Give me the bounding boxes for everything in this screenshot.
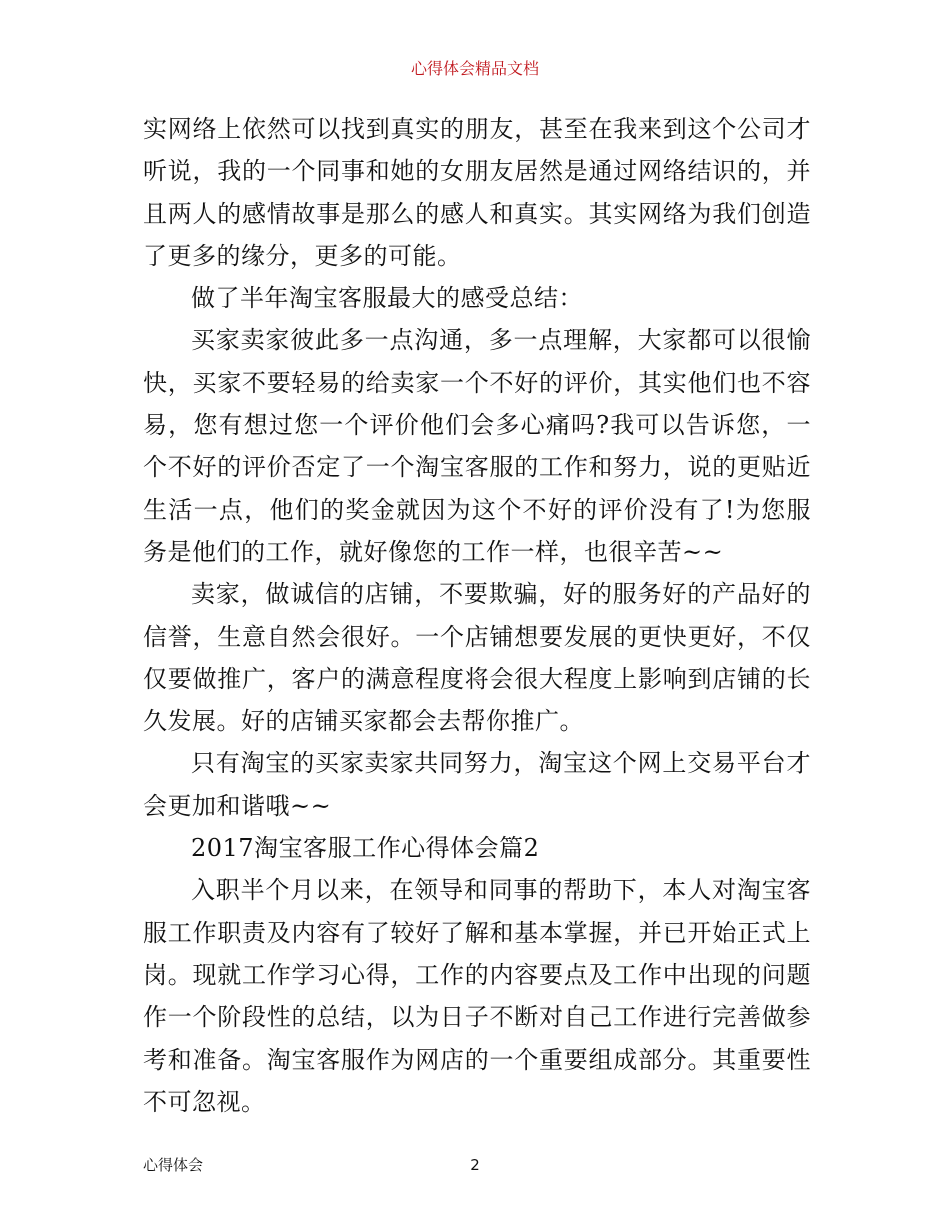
paragraph-continuation: 实网络上依然可以找到真实的朋友，甚至在我来到这个公司才听说，我的一个同事和她的女朋友居然是通过网络结识的，并且两人的感情故事是那么的感人和真实。其实网络为我们创造了更多的缘分，更多的可能。 (143, 115, 811, 270)
section-heading: 2017淘宝客服工作心得体会篇2 (191, 834, 540, 863)
paragraph-buyer-seller: 买家卖家彼此多一点沟通，多一点理解，大家都可以很愉快，买家不要轻易的给卖家一个不好的评价，其实他们也不容易，您有想过您一个评价他们会多心痛吗?我可以告诉您，一个不好的评价否定了一个淘宝客服的工作和努力，说的更贴近生活一点，他们的奖金就因为这个不好的评价没有了!为您服务是他们的工作，就好像您的工作一样，也很辛苦~~ (143, 326, 811, 566)
footer-label: 心得体会 (143, 1156, 204, 1174)
document-header-title: 心得体会精品文档 (410, 59, 539, 78)
paragraph-cooperation: 只有淘宝的买家卖家共同努力，淘宝这个网上交易平台才会更加和谐哦~~ (143, 749, 811, 820)
paragraph-work-summary: 入职半个月以来，在领导和同事的帮助下，本人对淘宝客服工作职责及内容有了较好了解和基本掌握，并已开始正式上岗。现就工作学习心得，工作的内容要点及工作中出现的问题作一个阶段性的总结，以为日子不断对自己工作进行完善做参考和准备。淘宝客服作为网店的一个重要组成部分。其重要性不可忽视。 (143, 876, 811, 1116)
page-number: 2 (470, 1156, 480, 1174)
paragraph-summary-heading: 做了半年淘宝客服最大的感受总结： (191, 284, 583, 313)
document-body (143, 108, 811, 1123)
paragraph-seller-advice: 卖家，做诚信的店铺，不要欺骗，好的服务好的产品好的信誉，生意自然会很好。一个店铺想要发展的更快更好，不仅仅要做推广，客户的满意程度将会很大程度上影响到店铺的长久发展。好的店铺买家都会去帮你推广。 (143, 580, 811, 736)
